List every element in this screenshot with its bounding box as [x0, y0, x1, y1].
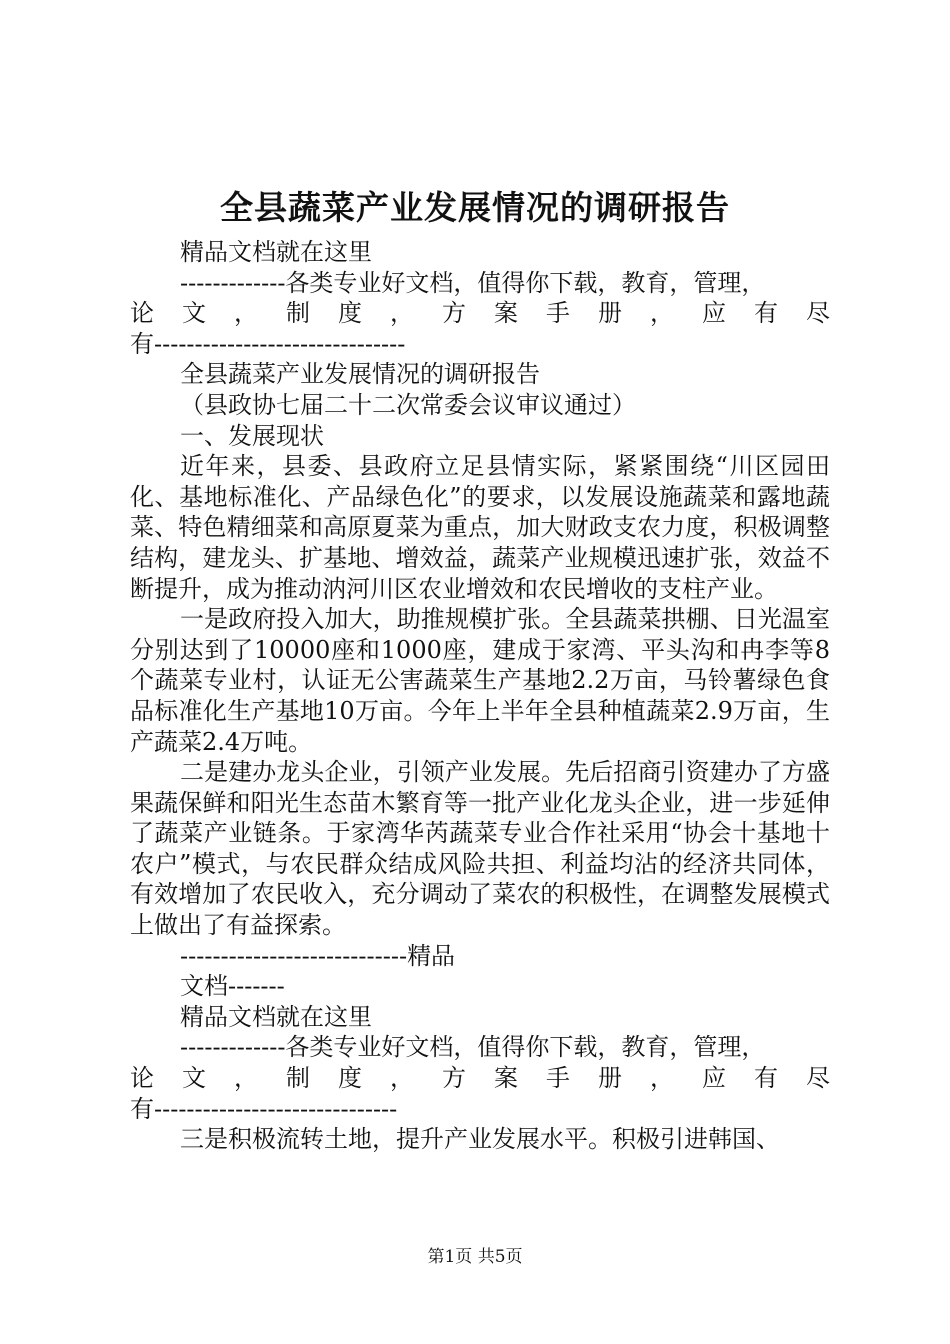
paragraph: 三是积极流转土地，提升产业发展水平。积极引进韩国、	[180, 1125, 780, 1154]
divider-line: ----------------------------精品	[180, 941, 456, 970]
promo-line: 有-------------------------------	[130, 329, 406, 358]
document-body	[130, 237, 830, 1155]
promo-spread-line: 论 文 ， 制 度 ， 方 案 手 册 ， 应 有 尽	[130, 299, 830, 328]
paragraph: 一是政府投入加大，助推规模扩张。全县蔬菜拱棚、日光温室分别达到了10000座和1000座，建成于家湾、平头沟和冉李等8个蔬菜专业村，认证无公害蔬菜生产基地2.2万亩，马铃薯绿色食品标准化生产基地10万亩。今年上半年全县种植蔬菜2.9万亩，生产蔬菜2.4万吨。	[130, 605, 830, 756]
page-footer: 第1页 共5页	[427, 1247, 523, 1267]
approval-note: （县政协七届二十二次常委会议审议通过）	[180, 390, 636, 419]
promo-line: 有------------------------------	[130, 1094, 398, 1123]
promo-line: 精品文档就在这里	[180, 1002, 372, 1031]
paragraph: 近年来，县委、县政府立足县情实际，紧紧围绕“川区园田化、基地标准化、产品绿色化”的要求，以发展设施蔬菜和露地蔬菜、特色精细菜和高原夏菜为重点，加大财政支农力度，积极调整结构，建龙头、扩基地、增效益，蔬菜产业规模迅速扩张，效益不断提升，成为推动汭河川区农业增效和农民增收的支柱产业。	[130, 452, 830, 603]
divider-line: 文档-------	[180, 972, 285, 1001]
paragraph: 二是建办龙头企业，引领产业发展。先后招商引资建办了方盛果蔬保鲜和阳光生态苗木繁育等一批产业化龙头企业，进一步延伸了蔬菜产业链条。于家湾华芮蔬菜专业合作社采用“协会十基地十农户”模式，与农民群众结成风险共担、利益均沾的经济共同体，有效增加了农民收入，充分调动了菜农的积极性，在调整发展模式上做出了有益探索。	[130, 758, 830, 940]
promo-spread-line: 论 文 ， 制 度 ， 方 案 手 册 ， 应 有 尽	[130, 1064, 830, 1093]
promo-line: -------------各类专业好文档，值得你下载，教育，管理，	[180, 268, 766, 297]
page-title: 全县蔬菜产业发展情况的调研报告	[220, 188, 730, 227]
promo-line: 精品文档就在这里	[180, 238, 372, 266]
subtitle: 全县蔬菜产业发展情况的调研报告	[180, 360, 540, 389]
promo-line: -------------各类专业好文档，值得你下载，教育，管理，	[180, 1033, 766, 1062]
section-heading: 一、发展现状	[180, 421, 324, 450]
